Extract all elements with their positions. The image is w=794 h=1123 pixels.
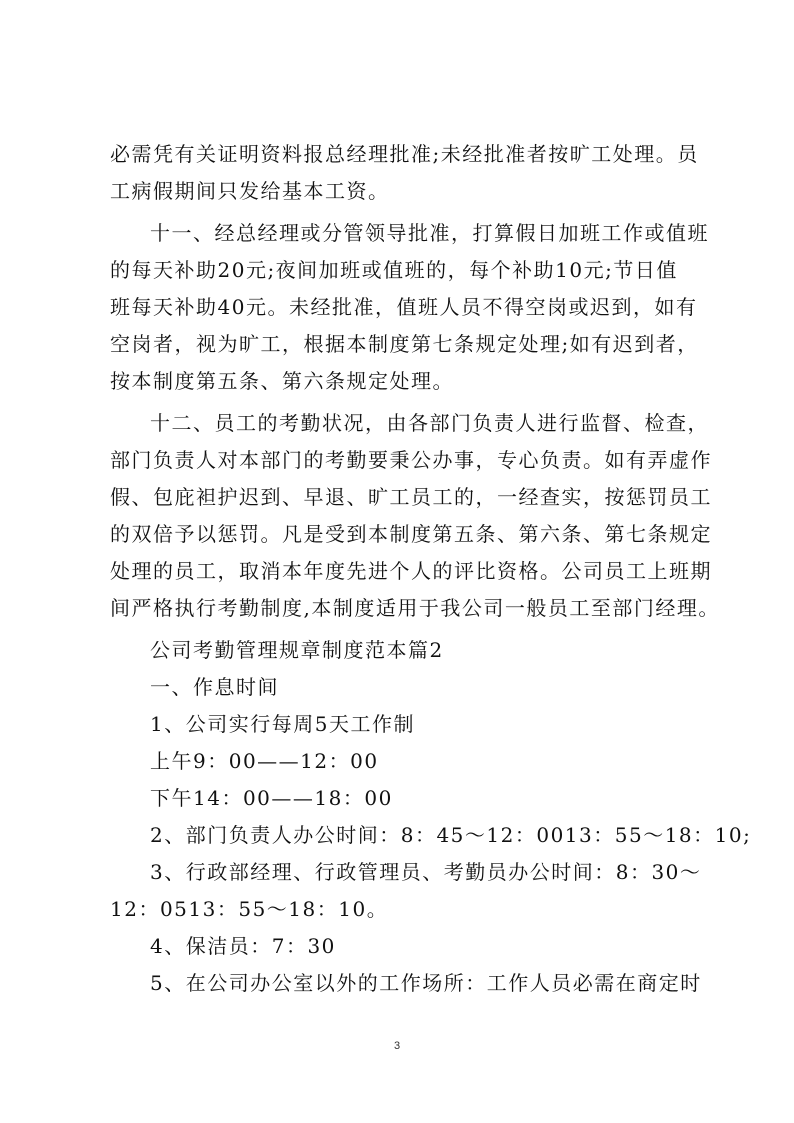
list-item-line: 1、公司实行每周5天工作制 (150, 712, 415, 736)
list-item-line: 5、在公司办公室以外的工作场所：工作人员必需在商定时 (150, 971, 702, 995)
text-line: 12：0513：55～18：10。 (110, 897, 389, 921)
list-item-line: 2、部门负责人办公时间：8：45～12：0013：55～18：10; (150, 823, 752, 847)
text-line: 必需凭有关证明资料报总经理批准;未经批准者按旷工处理。员 (110, 142, 699, 166)
list-item-line: 4、保洁员：7：30 (150, 934, 336, 958)
time-line: 上午9：00——12：00 (150, 749, 379, 773)
page-number: 3 (393, 1040, 401, 1052)
paragraph-start-line: 十一、经总经理或分管领导批准，打算假日加班工作或值班 (150, 221, 709, 245)
text-line: 的每天补助20元;夜间加班或值班的，每个补助10元;节日值 (110, 258, 678, 282)
section-heading-line: 一、作息时间 (150, 675, 279, 699)
text-line: 假、包庇袒护迟到、早退、旷工员工的，一经查实，按惩罚员工 (110, 485, 712, 509)
section-title-line: 公司考勤管理规章制度范本篇2 (150, 638, 444, 662)
text-line: 间严格执行考勤制度,本制度适用于我公司一般员工至部门经理。 (110, 596, 720, 620)
time-line: 下午14：00——18：00 (150, 786, 393, 810)
text-line: 按本制度第五条、第六条规定处理。 (110, 369, 454, 393)
text-line: 处理的员工，取消本年度先进个人的评比资格。公司员工上班期 (110, 559, 712, 583)
text-line: 部门负责人对本部门的考勤要秉公办事，专心负责。如有弄虚作 (110, 448, 712, 472)
paragraph-start-line: 十二、员工的考勤状况，由各部门负责人进行监督、检查， (150, 411, 709, 435)
text-line: 工病假期间只发给基本工资。 (110, 179, 390, 203)
list-item-line: 3、行政部经理、行政管理员、考勤员办公时间：8：30～ (150, 860, 702, 884)
text-line: 的双倍予以惩罚。凡是受到本制度第五条、第六条、第七条规定 (110, 522, 712, 546)
text-line: 空岗者，视为旷工，根据本制度第七条规定处理;如有迟到者， (110, 332, 699, 356)
text-line: 班每天补助40元。未经批准，值班人员不得空岗或迟到，如有 (110, 295, 698, 319)
